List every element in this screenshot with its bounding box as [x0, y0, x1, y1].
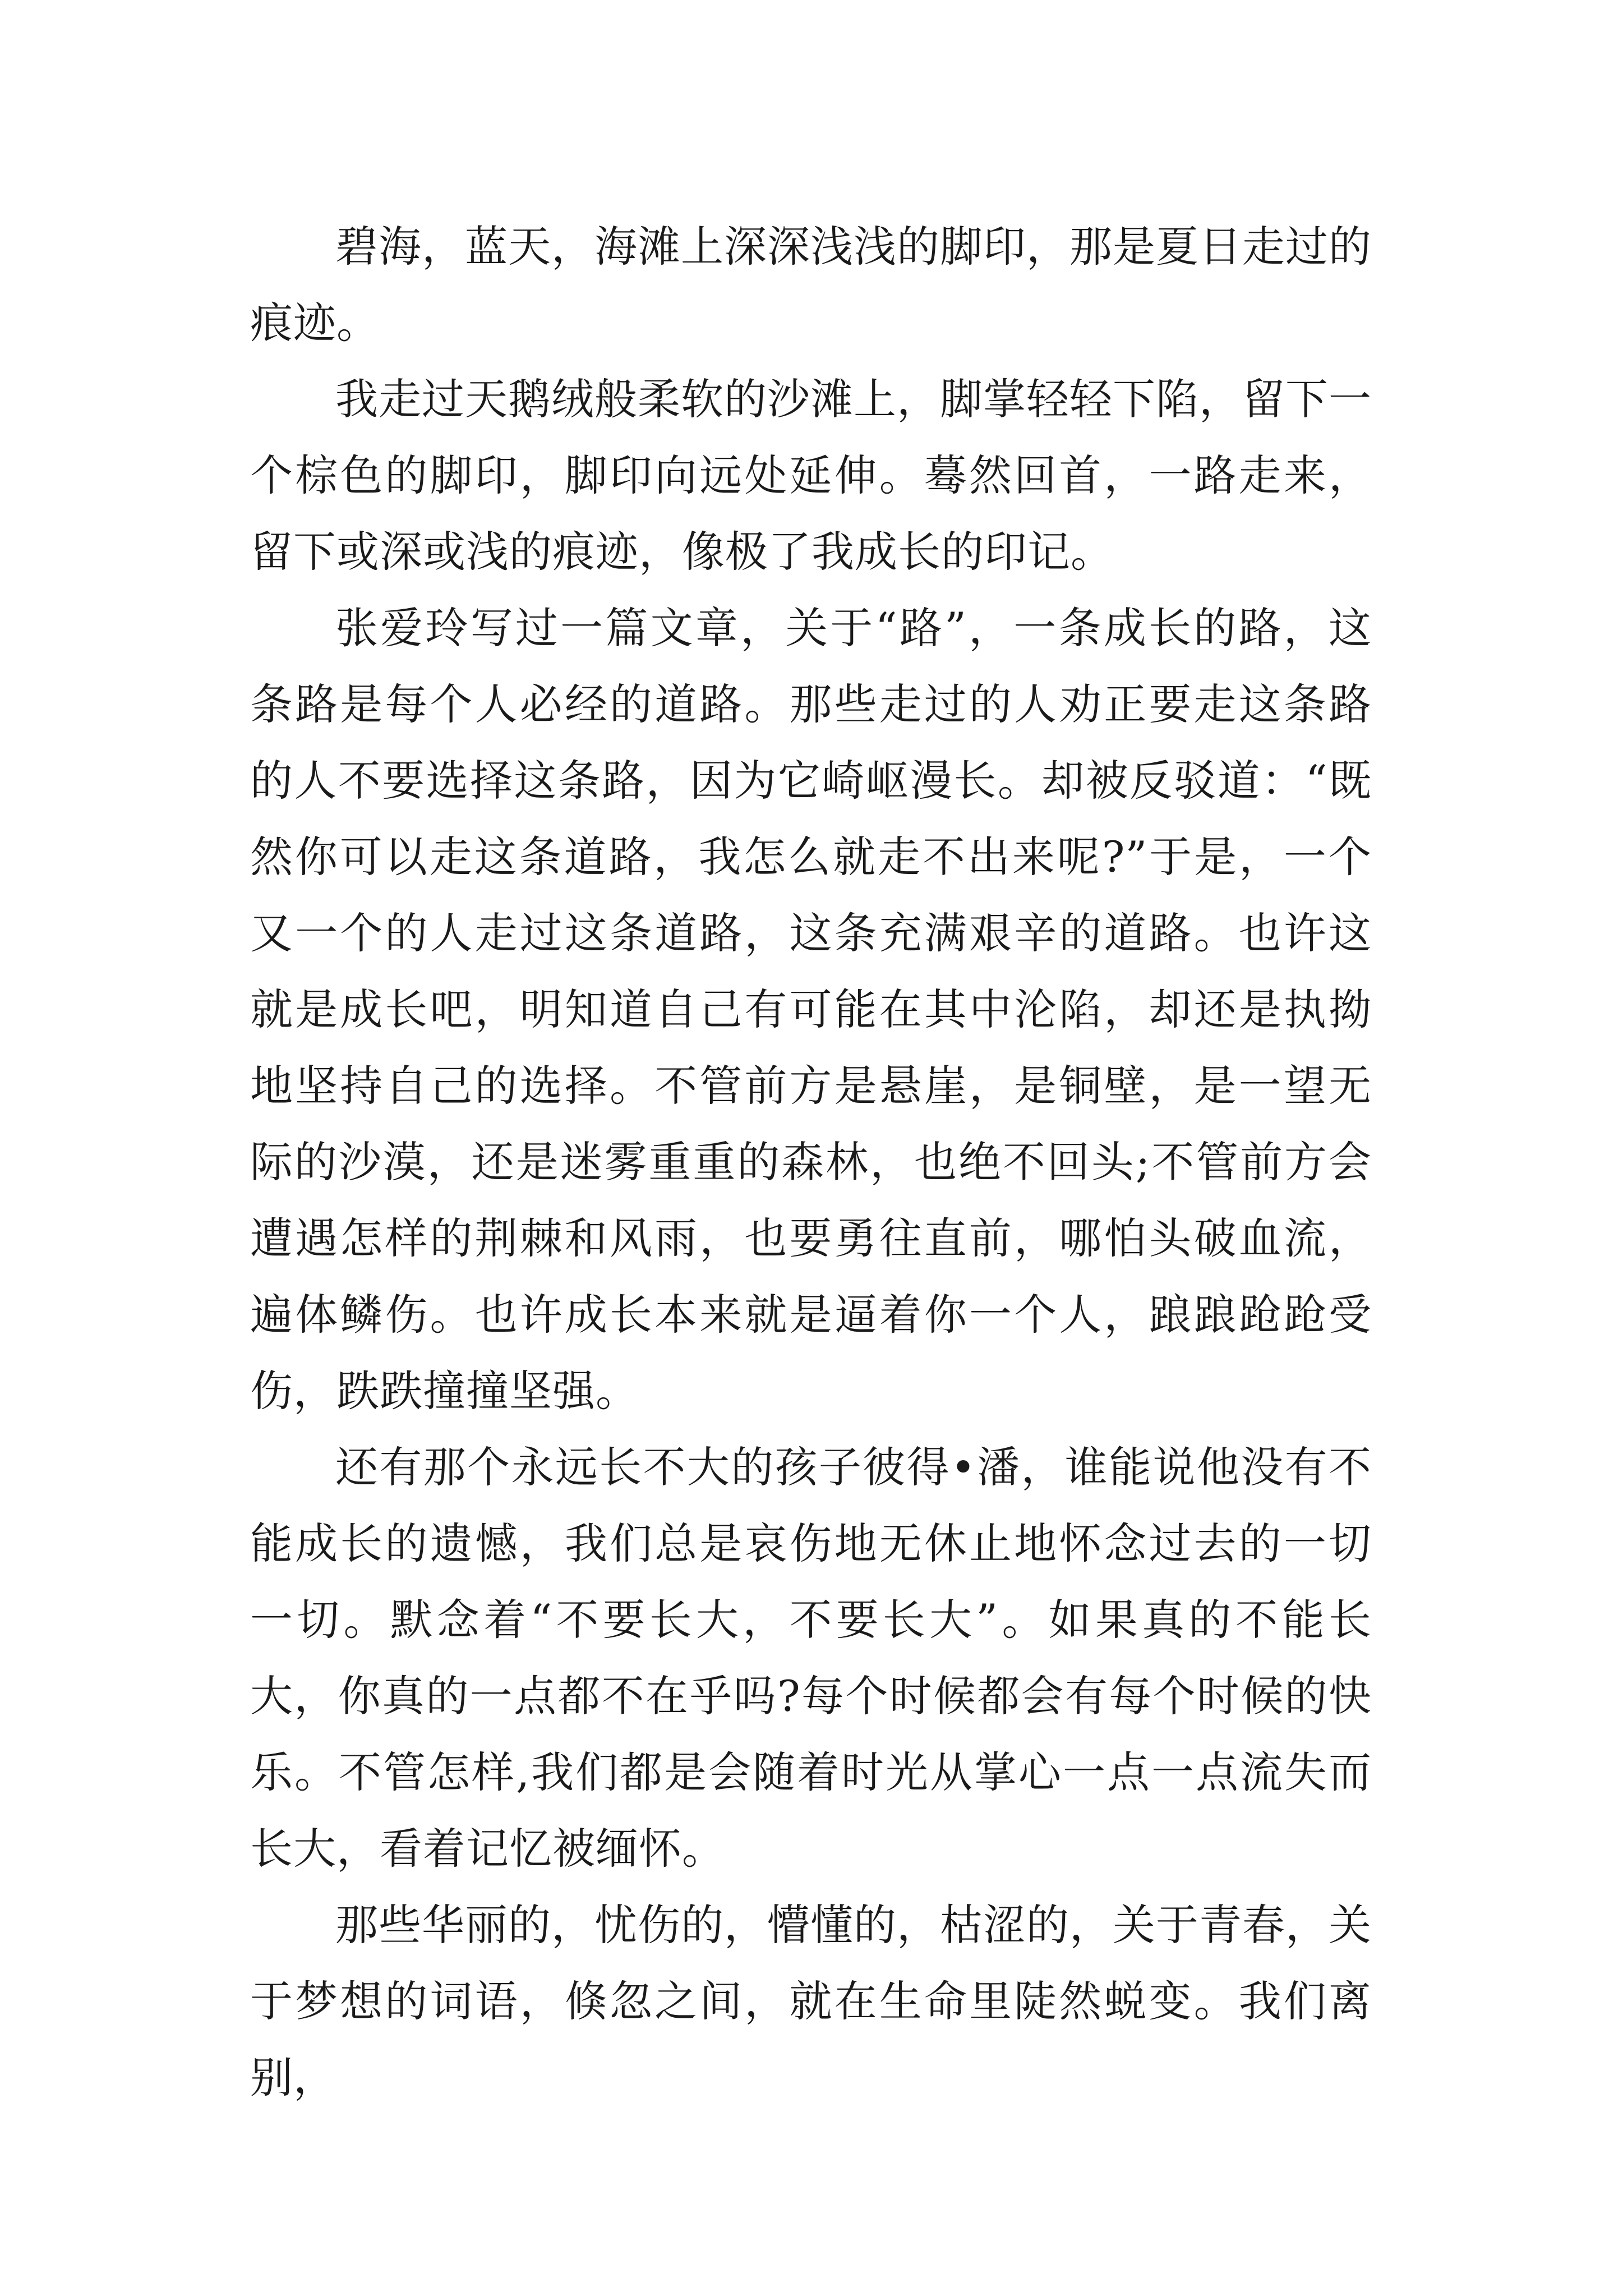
paragraph-2: 我走过天鹅绒般柔软的沙滩上，脚掌轻轻下陷，留下一个棕色的脚印，脚印向远处延伸。蓦然回首，一路走来，留下或深或浅的痕迹，像极了我成长的印记。	[250, 374, 1372, 577]
paragraph-1: 碧海，蓝天，海滩上深深浅浅的脚印，那是夏日走过的痕迹。	[250, 222, 1372, 348]
paragraph-4: 还有那个永远长不大的孩子彼得•潘，谁能说他没有不能成长的遗憾，我们总是哀伤地无休止地怀念过去的一切一切。默念着“不要长大，不要长大”。如果真的不能长大，你真的一点都不在乎吗?每个时候都会有每个时候的快乐。不管怎样,我们都是会随着时光从掌心一点一点流失而长大，看着记忆被缅怀。	[250, 1442, 1372, 1874]
paragraph-3: 张爱玲写过一篇文章，关于“路”，一条成长的路，这条路是每个人必经的道路。那些走过的人劝正要走这条路的人不要选择这条路，因为它崎岖漫长。却被反驳道：“既然你可以走这条道路，我怎么就走不出来呢?”于是，一个又一个的人走过这条道路，这条充满艰辛的道路。也许这就是成长吧，明知道自己有可能在其中沦陷，却还是执拗地坚持自己的选择。不管前方是悬崖，是铜壁，是一望无际的沙漠，还是迷雾重重的森林，也绝不回头;不管前方会遭遇怎样的荆棘和风雨，也要勇往直前，哪怕头破血流，遍体鳞伤。也许成长本来就是逼着你一个人，踉踉跄跄受伤，跌跌撞撞坚强。	[250, 603, 1372, 1416]
document-body	[250, 209, 1372, 2116]
paragraph-5: 那些华丽的，忧伤的，懵懂的，枯涩的，关于青春，关于梦想的词语，倏忽之间，就在生命里陡然蜕变。我们离别，	[250, 1900, 1372, 2102]
